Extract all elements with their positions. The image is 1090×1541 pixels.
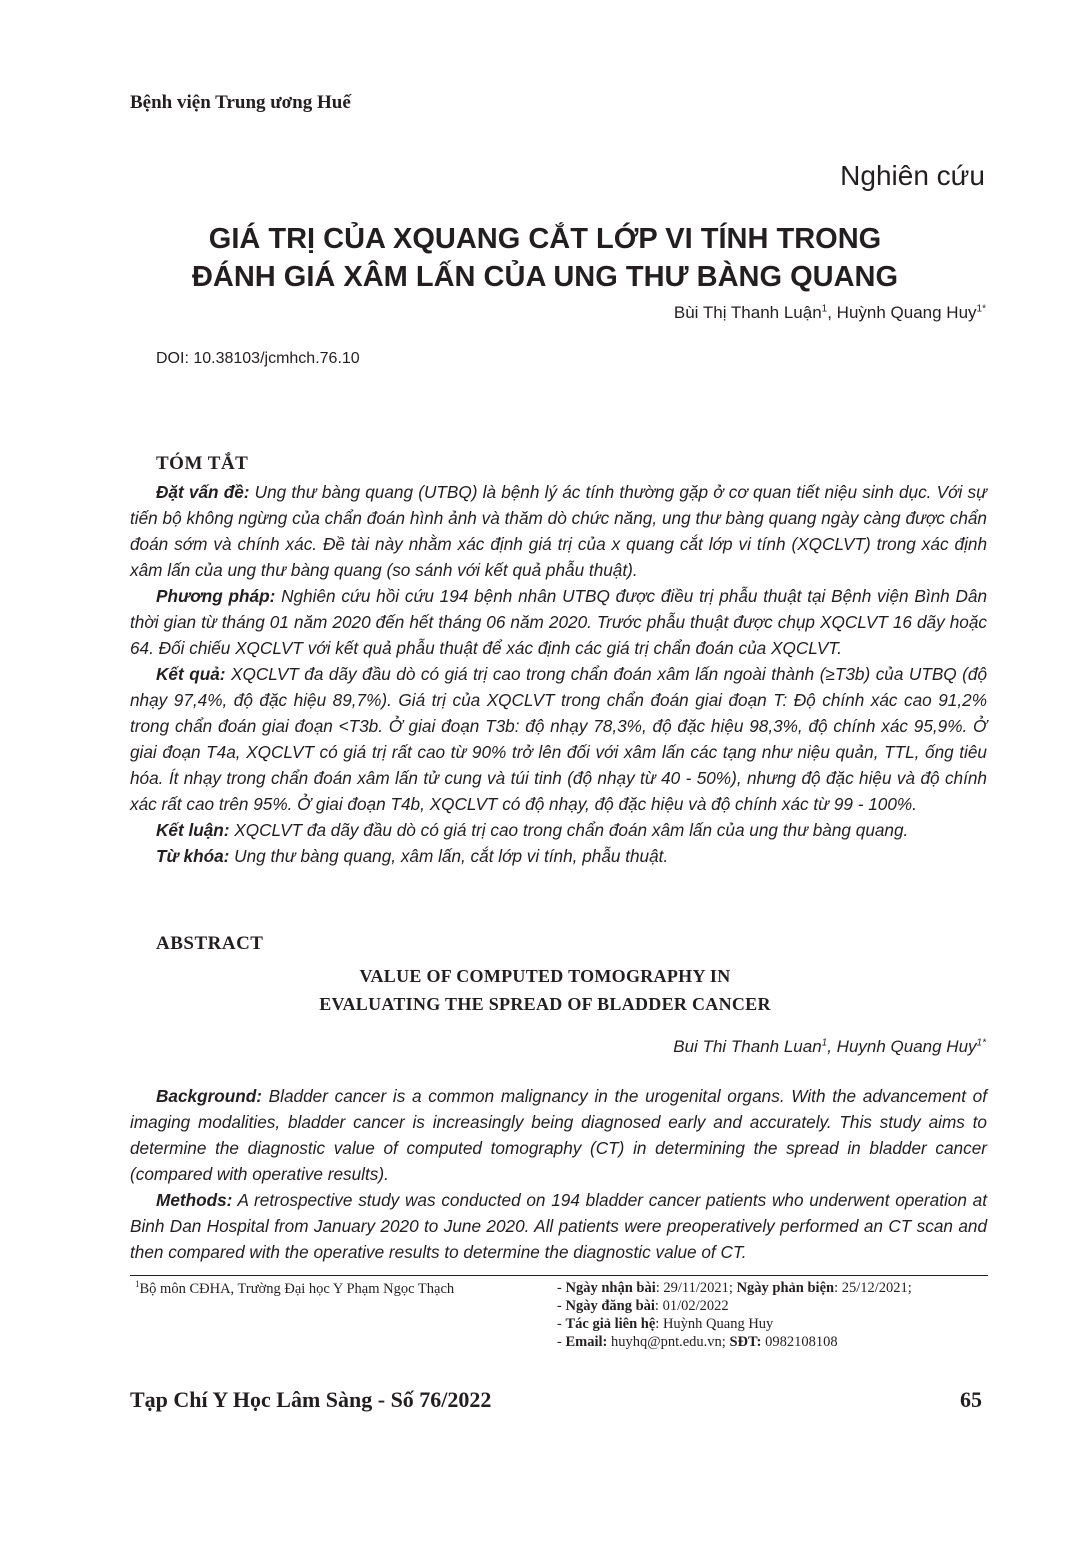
- running-head: Bệnh viện Trung ương Huế: [130, 92, 351, 113]
- author-2-affiliation: 1*: [976, 303, 986, 315]
- paragraph-label: Đặt vấn đề:: [156, 482, 250, 502]
- abstract-vn-heading: TÓM TẮT: [156, 453, 249, 474]
- reviewed-label: Ngày phản biện: [736, 1280, 835, 1296]
- english-title: [0, 962, 1090, 1018]
- paragraph-label: Kết quả:: [156, 664, 226, 684]
- authors-english: [673, 1037, 986, 1057]
- footnote-dates: [557, 1279, 912, 1351]
- received-label: Ngày nhận bài: [565, 1280, 656, 1296]
- paragraph-label: Background:: [156, 1086, 262, 1106]
- email-label: Email:: [565, 1334, 608, 1350]
- published-label: Ngày đăng bài: [565, 1298, 655, 1314]
- paragraph-text: XQCLVT đa dãy đầu dò có giá trị cao trong chẩn đoán xâm lấn của ung thư bàng quang.: [229, 820, 909, 840]
- doi: DOI: 10.38103/jcmhch.76.10: [156, 350, 360, 367]
- article-title-line-2: ĐÁNH GIÁ XÂM LẤN CỦA UNG THƯ BÀNG QUANG: [191, 261, 899, 293]
- bullet: -: [557, 1280, 566, 1296]
- paragraph-label: Từ khóa:: [156, 846, 230, 866]
- author-separator: ,: [827, 303, 837, 322]
- paragraph-text: Nghiên cứu hồi cứu 194 bệnh nhân UTBQ được điều trị phẫu thuật tại Bệnh viện Bình Dân thời gian từ tháng 01 năm 2020 đến hết tháng 06 năm 2020. Trước phẫu thuật được chụp XQCLVT 16 dãy hoặc 64. Đối chiếu XQCLVT với kết quả phẫu thuật để xác định các giá trị chẩn đoán của XQCLVT.: [130, 586, 987, 658]
- paragraph-label: Kết luận:: [156, 820, 230, 840]
- page-number: 65: [960, 1387, 982, 1412]
- corresponding-label: Tác giả liên hệ: [565, 1316, 656, 1332]
- author-2: Huỳnh Quang Huy: [836, 303, 977, 322]
- abstract-vn-paragraph: [130, 479, 987, 583]
- abstract-vn-body: [130, 479, 987, 869]
- author-1-affiliation: 1: [821, 1037, 828, 1049]
- author-1-affiliation: 1: [821, 303, 828, 315]
- article-title-line-1: GIÁ TRỊ CỦA XQUANG CẮT LỚP VI TÍNH TRONG: [208, 223, 882, 255]
- article-title: [0, 220, 1090, 296]
- phone-value: 0982108108: [761, 1334, 838, 1350]
- author-separator: ,: [827, 1037, 837, 1056]
- paragraph-label: Phương pháp:: [156, 586, 276, 606]
- footnote-divider: [130, 1275, 988, 1276]
- footnote-dates-line: [557, 1279, 912, 1297]
- reviewed-value: : 25/12/2021;: [834, 1280, 912, 1296]
- abstract-en-paragraph: [130, 1083, 987, 1187]
- corresponding-value: : Huỳnh Quang Huy: [655, 1316, 774, 1332]
- affiliation-text: Bộ môn CĐHA, Trường Đại học Y Phạm Ngọc Thạch: [139, 1280, 455, 1297]
- affiliation-marker: 1: [135, 1279, 140, 1289]
- section-label: Nghiên cứu: [840, 160, 985, 191]
- email-value: huyhq@pnt.edu.vn;: [607, 1334, 730, 1350]
- bullet: -: [557, 1316, 566, 1332]
- bullet: -: [557, 1298, 566, 1314]
- bullet: -: [557, 1334, 566, 1350]
- paragraph-text: Bladder cancer is a common malignancy in the urogenital organs. With the advancement of imaging modalities, bladder cancer is increasingly being diagnosed early and accurately. This study aims to determine the diagnostic value of computed tomography (CT) in determining the spread in bladder cancer (compared with operative results).: [130, 1086, 987, 1184]
- paragraph-text: A retrospective study was conducted on 194 bladder cancer patients who underwent operation at Binh Dan Hospital from January 2020 to June 2020. All patients were preoperatively performed an CT scan and then compared with the operative results to determine the diagnostic value of CT.: [130, 1190, 987, 1262]
- abstract-en-heading: ABSTRACT: [156, 933, 264, 954]
- abstract-vn-paragraph: [130, 661, 987, 817]
- footnote-corresponding-line: [557, 1315, 912, 1333]
- paragraph-text: Ung thư bàng quang (UTBQ) là bệnh lý ác tính thường gặp ở cơ quan tiết niệu sinh dục. Với sự tiến bộ không ngừng của chẩn đoán hình ảnh và thăm dò chức năng, ung thư bàng quang ngày càng được chẩn đoán sớm và chính xác. Đề tài này nhằm xác định giá trị của x quang cắt lớp vi tính (XQCLVT) trong xác định xâm lấn của ung thư bàng quang (so sánh với kết quả phẫu thuật).: [130, 482, 987, 580]
- author-1: Bui Thi Thanh Luan: [673, 1037, 822, 1056]
- received-value: : 29/11/2021;: [655, 1280, 737, 1296]
- author-2: Huynh Quang Huy: [836, 1037, 977, 1056]
- abstract-vn-paragraph: [130, 583, 987, 661]
- paragraph-text: XQCLVT đa dãy đầu dò có giá trị cao trong chẩn đoán xâm lấn ngoài thành (≥T3b) của UTBQ (độ nhạy 97,4%, độ đặc hiệu 89,7%). Giá trị của XQCLVT trong chẩn đoán giai đoạn T: Độ chính xác cao 91,2% trong chẩn đoán giai đoạn <T3b. Ở giai đoạn T3b: độ nhạy 78,3%, độ đặc hiệu 98,3%, độ chính xác 95,9%. Ở giai đoạn T4a, XQCLVT có giá trị rất cao từ 90% trở lên đối với xâm lấn các tạng như niệu quản, TTL, ống tiêu hóa. Ít nhạy trong chẩn đoán xâm lấn tử cung và túi tinh (độ nhạy từ 40 - 50%), nhưng độ đặc hiệu và độ chính xác rất cao trên 95%. Ở giai đoạn T4b, XQCLVT có độ nhạy, độ đặc hiệu và độ chính xác từ 99 - 100%.: [130, 664, 988, 814]
- author-2-affiliation: 1*: [976, 1037, 986, 1049]
- paragraph-text: Ung thư bàng quang, xâm lấn, cắt lớp vi tính, phẫu thuật.: [229, 846, 669, 866]
- paragraph-label: Methods:: [156, 1190, 233, 1210]
- published-value: : 01/02/2022: [654, 1298, 729, 1314]
- footnote-affiliation: [135, 1279, 454, 1298]
- footnote-contact-line: [557, 1333, 912, 1351]
- authors-vietnamese: [674, 303, 986, 323]
- abstract-vn-paragraph: [130, 817, 987, 843]
- abstract-vn-paragraph: [130, 843, 987, 869]
- author-1: Bùi Thị Thanh Luận: [673, 303, 822, 322]
- footer-journal-name: Tạp Chí Y Học Lâm Sàng - Số 76/2022: [130, 1387, 492, 1412]
- english-title-line-2: EVALUATING THE SPREAD OF BLADDER CANCER: [319, 994, 771, 1014]
- footnote-published-line: [557, 1297, 912, 1315]
- abstract-en-paragraph: [130, 1187, 987, 1265]
- abstract-en-body: [130, 1083, 987, 1265]
- english-title-line-1: VALUE OF COMPUTED TOMOGRAPHY IN: [359, 966, 731, 986]
- phone-label: SĐT:: [729, 1334, 762, 1350]
